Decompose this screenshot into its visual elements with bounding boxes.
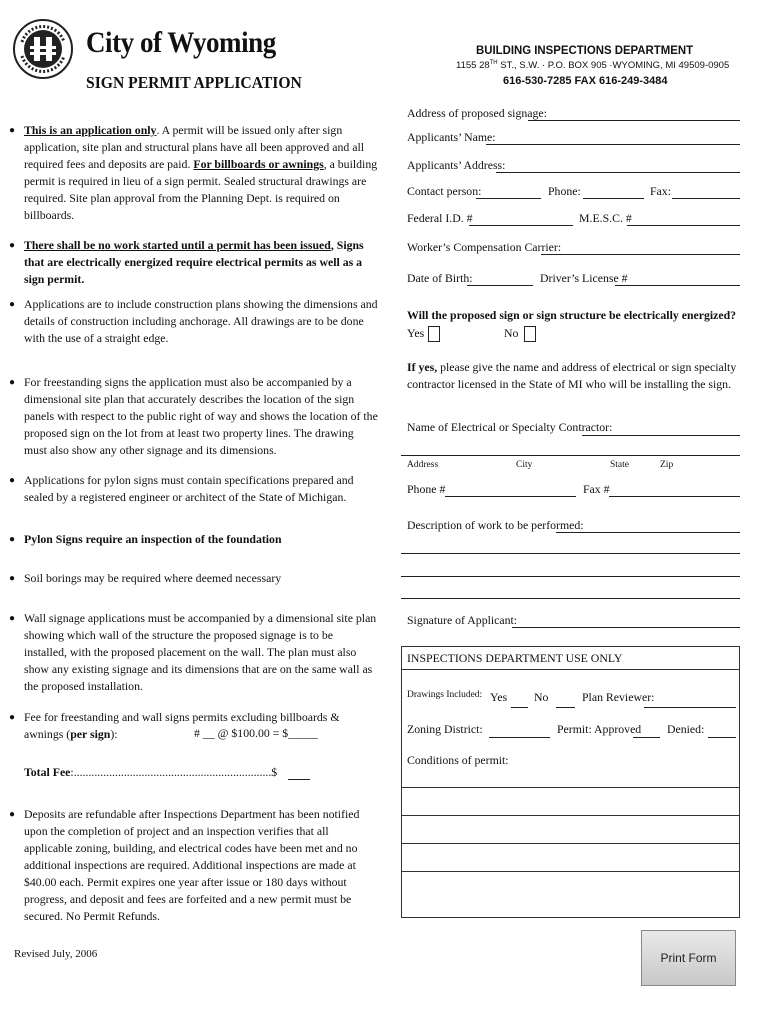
description-field-line-1[interactable] xyxy=(556,532,740,533)
applicant-name-field[interactable] xyxy=(486,144,740,145)
description-label: Description of work to be performed: xyxy=(407,518,584,532)
address-signage-field[interactable] xyxy=(528,120,740,121)
workers-comp-label: Worker’s Compensation Carrier: xyxy=(407,240,562,254)
conditions-label: Conditions of permit: xyxy=(407,753,509,767)
applicant-name-label: Applicants’ Name: xyxy=(407,130,496,144)
contractor-phone-label: Phone # xyxy=(407,482,446,496)
drawings-yes-field[interactable] xyxy=(511,707,528,708)
mesc-label: M.E.S.C. # xyxy=(579,211,632,225)
conditions-line-2[interactable] xyxy=(401,815,740,816)
office-use-box xyxy=(401,646,740,918)
state-column-label: State xyxy=(610,460,629,470)
contact-person-field[interactable] xyxy=(476,198,541,199)
drivers-license-label: Driver’s License # xyxy=(540,271,628,285)
drawings-included-label: Drawings Included: xyxy=(407,690,483,700)
department-address: 1155 28TH ST., S.W. · P.O. BOX 905 ·WYOMING, MI 49509-0905 xyxy=(456,60,730,72)
bullet-no-work: ● There shall be no work started until a permit has been issued, Signs that are electrically energized require electrical permits as well as a sign permit. xyxy=(9,238,364,286)
fax-label: Fax: xyxy=(650,184,671,198)
phone-field[interactable] xyxy=(583,198,644,199)
applicant-address-label: Applicants’ Address: xyxy=(407,158,506,172)
fax-field[interactable] xyxy=(672,198,740,199)
bullet-wall-signage: ● Wall signage applications must be accompanied by a dimensional site plan showing which wall of the structure the proposed signage is to be installed, with the proposed placement on the wall. The plan must also show any existing signage and its dimensions that are on the same wall as the proposed installation. xyxy=(9,611,377,693)
mesc-field[interactable] xyxy=(627,225,740,226)
office-use-divider xyxy=(401,669,740,670)
phone-label: Phone: xyxy=(548,184,581,198)
city-title: City of Wyoming xyxy=(86,26,276,59)
federal-id-field[interactable] xyxy=(469,225,573,226)
revised-date: Revised July, 2006 xyxy=(14,948,98,960)
electrical-yes-checkbox[interactable] xyxy=(428,326,440,342)
address-column-label: Address xyxy=(407,460,439,470)
description-field-line-4[interactable] xyxy=(401,598,740,599)
conditions-line-4[interactable] xyxy=(401,871,740,872)
applicant-address-field[interactable] xyxy=(496,172,740,173)
zip-column-label: Zip xyxy=(660,460,674,470)
bullet-fee: ● Fee for freestanding and wall signs permits excluding billboards & awnings (per sign): xyxy=(9,710,340,741)
bullet-pylon-inspection: ● Pylon Signs require an inspection of the foundation xyxy=(9,532,282,546)
office-use-title: INSPECTIONS DEPARTMENT USE ONLY xyxy=(407,651,623,665)
department-name: BUILDING INSPECTIONS DEPARTMENT xyxy=(476,43,694,57)
electrical-yes-label: Yes xyxy=(407,326,425,340)
contractor-instructions: If yes, please give the name and address of electrical or sign specialty contractor licensed in the State of MI who will be installing the sign. xyxy=(407,360,737,391)
zoning-district-field[interactable] xyxy=(489,737,550,738)
contractor-fax-field[interactable] xyxy=(609,496,740,497)
department-phone-fax: 616-530-7285 FAX 616-249-3484 xyxy=(503,75,668,87)
description-field-line-2[interactable] xyxy=(401,553,740,554)
description-field-line-3[interactable] xyxy=(401,576,740,577)
conditions-line-3[interactable] xyxy=(401,843,740,844)
form-title: SIGN PERMIT APPLICATION xyxy=(86,73,302,92)
bullet-construction-plans: ● Applications are to include construction plans showing the dimensions and details of construction including anchorage. All drawings are to be done with the use of a straight edge. xyxy=(9,297,378,345)
conditions-line-1[interactable] xyxy=(401,787,740,788)
dob-label: Date of Birth: xyxy=(407,271,473,285)
city-column-label: City xyxy=(516,460,533,470)
fee-calculation: # __ @ $100.00 = $_____ xyxy=(194,726,318,740)
total-fee: Total Fee:...................................................................$ xyxy=(24,765,278,779)
contractor-address-field[interactable] xyxy=(401,455,740,456)
print-form-button[interactable]: Print Form xyxy=(641,930,736,986)
signature-label: Signature of Applicant: xyxy=(407,613,518,627)
federal-id-label: Federal I.D. # xyxy=(407,211,473,225)
drawings-no-field[interactable] xyxy=(556,707,575,708)
electrical-no-checkbox[interactable] xyxy=(524,326,536,342)
bullet-freestanding-signs: ● For freestanding signs the application must also be accompanied by a dimensional site plan that accurately describes the location of the sign panels with respect to the public right of way and shows the location of the proposed sign on the lot from at least two property lines. The drawing must also show any other signage and its dimensions. xyxy=(9,375,378,457)
bullet-soil-borings: ● Soil borings may be required where deemed necessary xyxy=(9,571,282,585)
bullet-deposits: ● Deposits are refundable after Inspections Department has been notified upon the completion of project and an inspection verifies that all applicable zoning, building, and electrical codes have been met and no additional inspections are required. Additional inspections are made at $40.00 each. Permit expires one year after issue or 180 days without progress, and deposit and fees are forfeited and a new permit must be secured. No Permit Refunds. xyxy=(9,807,360,923)
signature-field[interactable] xyxy=(512,627,740,628)
electrical-question: Will the proposed sign or sign structure be electrically energized? xyxy=(407,308,737,322)
permit-approved-label: Permit: Approved xyxy=(557,722,642,736)
plan-reviewer-field[interactable] xyxy=(644,707,736,708)
address-signage-label: Address of proposed signage: xyxy=(407,106,547,120)
contractor-name-label: Name of Electrical or Specialty Contractor: xyxy=(407,420,613,434)
contractor-name-field[interactable] xyxy=(582,435,740,436)
drivers-license-field[interactable] xyxy=(615,285,740,286)
plan-reviewer-label: Plan Reviewer: xyxy=(582,690,655,704)
permit-approved-field[interactable] xyxy=(633,737,660,738)
zoning-district-label: Zoning District: xyxy=(407,722,483,736)
drawings-no-label: No xyxy=(534,690,549,704)
electrical-no-label: No xyxy=(504,326,519,340)
total-fee-field[interactable] xyxy=(288,779,310,780)
contractor-phone-field[interactable] xyxy=(445,496,576,497)
bullet-pylon-specs: ● Applications for pylon signs must contain specifications prepared and sealed by a registered engineer or architect of the State of Michigan. xyxy=(9,473,354,504)
workers-comp-field[interactable] xyxy=(541,254,740,255)
denied-label: Denied: xyxy=(667,722,705,736)
contact-person-label: Contact person: xyxy=(407,184,482,198)
bullet-application-only: ● This is an application only. A permit will be issued only after sign application, site plan and structural plans have all been approved and all required fees and deposits are paid. For billboards or awnings, a building permit is required in lieu of a sign permit. Sealed structural drawings are required. Site plan approval from the Planning Dept. is required on billboards. xyxy=(9,123,378,222)
city-seal-logo xyxy=(12,18,74,80)
dob-field[interactable] xyxy=(467,285,533,286)
denied-field[interactable] xyxy=(708,737,736,738)
contractor-fax-label: Fax # xyxy=(583,482,610,496)
drawings-yes-label: Yes xyxy=(490,690,508,704)
